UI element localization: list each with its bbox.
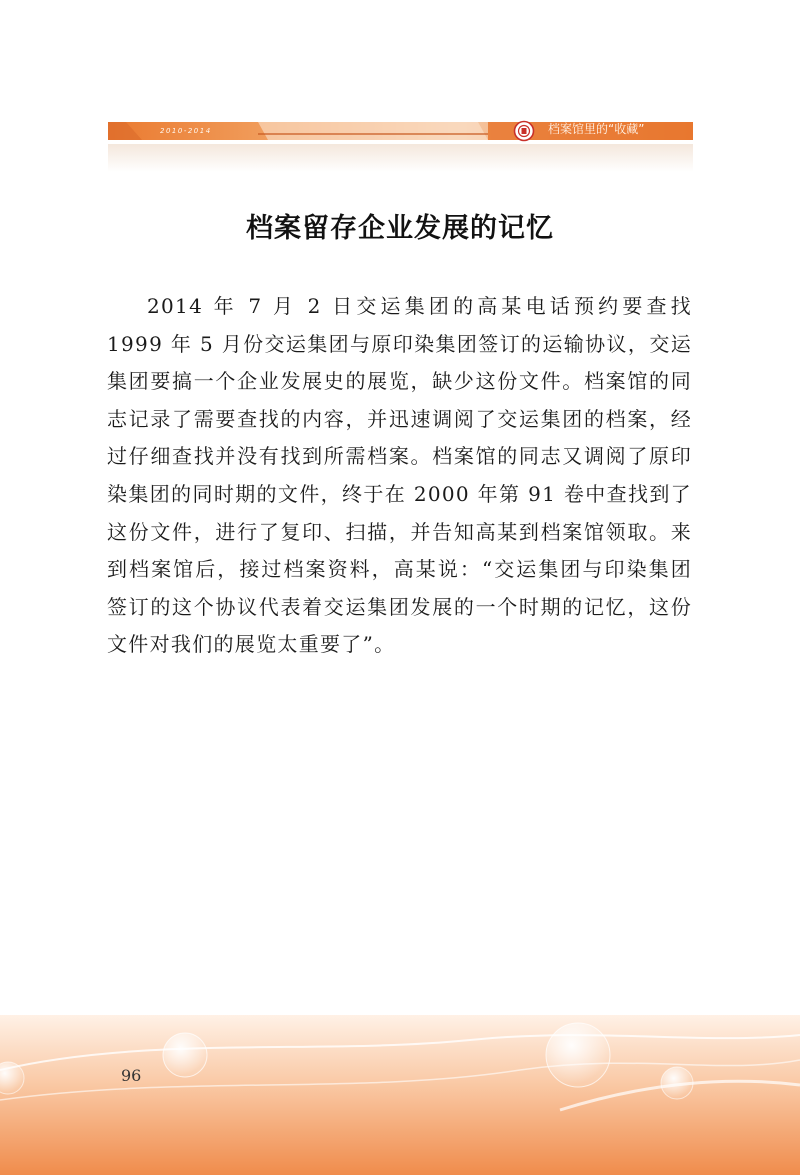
page-title: 档案留存企业发展的记忆 [246,213,554,244]
page-number: 96 [121,1066,142,1085]
header-years: 2010-2014 [160,127,212,135]
article-paragraph: 2014 年 7 月 2 日交运集团的高某电话预约要查找 1999 年 5 月份交运集团与原印染集团签订的运输协议，交运集团要搞一个企业发展史的展览，缺少这份文件。档案馆的同志记录了需要查找的内容，并迅速调阅了交运集团的档案，经过仔细查找并没有找到所需档案。档案馆的同志又调阅了原印染集团的同时期的文件，终于在 2000 年第 91 卷中查找到了这份文件，进行了复印、扫描，并告知高某到档案馆领取。来到档案馆后，接过档案资料，高某说：“交运集团与印染集团签订的这个协议代表着交运集团发展的一个时期的记忆，这份文件对我们的展览太重要了”。 [107,294,692,657]
header-band [108,122,693,172]
header-shadow-band [108,144,693,172]
footer-decoration [0,1015,800,1175]
archive-seal-icon [513,120,535,142]
header-series-title: 档案馆里的“收藏” [548,122,645,136]
